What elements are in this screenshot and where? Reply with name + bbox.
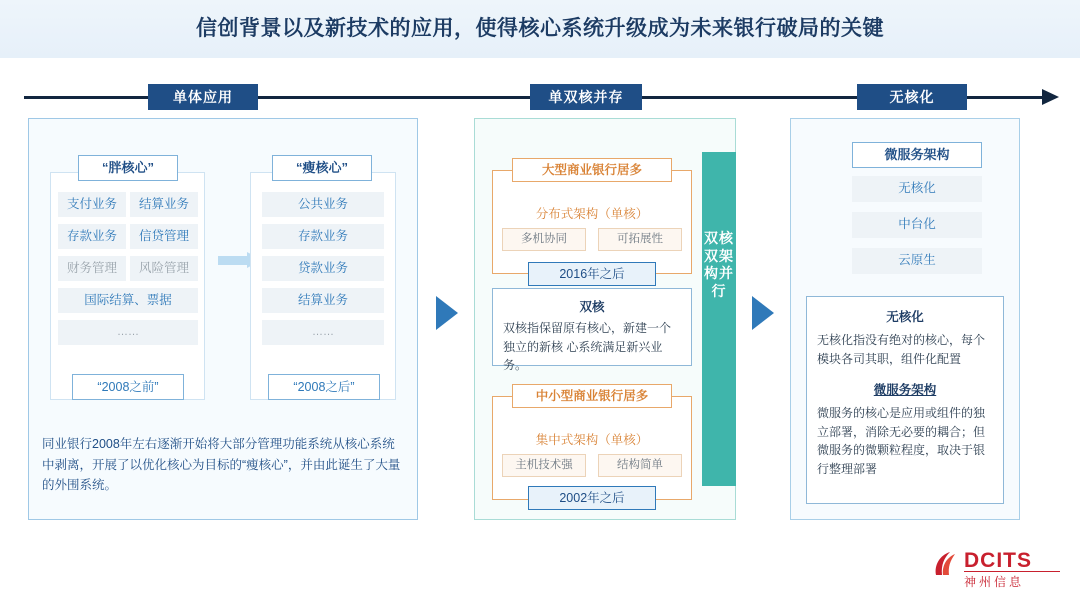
dual-core-sidebar: 双核双架构并行 bbox=[702, 152, 736, 486]
thin-core-head: “瘦核心” bbox=[272, 155, 372, 181]
small-bank-head: 中小型商业银行居多 bbox=[512, 384, 672, 408]
arrow-panel2-to-panel3-icon bbox=[752, 296, 774, 330]
logo-brand: DCITS bbox=[964, 549, 1032, 572]
dcits-mark-icon bbox=[930, 549, 960, 579]
thin-core-foot: “2008之后” bbox=[268, 374, 380, 400]
microservice-title: 微服务架构 bbox=[873, 383, 937, 398]
dual-core-definition-box bbox=[492, 288, 692, 373]
thin-core-item-1: 公共业务 bbox=[262, 192, 384, 217]
dual-core-definition-body: 双核指保留原有核心，新建一个独立的新核 心系统满足新兴业务。 bbox=[503, 321, 672, 373]
fat-core-item-7: 国际结算、票据 bbox=[58, 288, 198, 313]
microservice-head: 微服务架构 bbox=[852, 142, 982, 168]
stage-label-1: 单体应用 bbox=[148, 84, 258, 110]
microservice-chip-1: 无核化 bbox=[852, 176, 982, 202]
large-bank-head: 大型商业银行居多 bbox=[512, 158, 672, 182]
fat-core-head: “胖核心” bbox=[78, 155, 178, 181]
microservice-chip-2: 中台化 bbox=[852, 212, 982, 238]
panel1-note: 同业银行2008年左右逐渐开始将大部分管理功能系统从核心系统中剥离，开展了以优化核心为目标的“瘦核心”，并由此诞生了大量的外围系统。 bbox=[42, 437, 401, 493]
thin-core-item-2: 存款业务 bbox=[262, 224, 384, 249]
timeline-arrow-icon bbox=[1042, 89, 1059, 105]
small-bank-foot: 2002年之后 bbox=[528, 486, 656, 510]
fat-core-item-2: 结算业务 bbox=[130, 192, 198, 217]
small-bank-chip-1: 主机技术强 bbox=[502, 454, 586, 477]
large-bank-chip-1: 多机协同 bbox=[502, 228, 586, 251]
fat-core-item-6: 风险管理 bbox=[130, 256, 198, 281]
fat-core-item-4: 信贷管理 bbox=[130, 224, 198, 249]
small-bank-chip-2: 结构简单 bbox=[598, 454, 682, 477]
large-bank-foot: 2016年之后 bbox=[528, 262, 656, 286]
logo-brand-cn: 神州信息 bbox=[964, 575, 1025, 589]
fat-core-item-3: 存款业务 bbox=[58, 224, 126, 249]
fat-core-foot: “2008之前” bbox=[72, 374, 184, 400]
microservice-body: 微服务的核心是应用或组件的独立部署，消除无必要的耦合；但微服务的微颗粒程度，取决于银行整理部署 bbox=[817, 406, 986, 476]
coreless-detail-box bbox=[806, 296, 1004, 504]
small-bank-box bbox=[492, 396, 692, 500]
company-logo bbox=[930, 547, 1062, 593]
coreless-body: 无核化指没有绝对的核心，每个模块各司其职，组件化配置 bbox=[817, 333, 986, 366]
stage-label-3: 无核化 bbox=[857, 84, 967, 110]
large-bank-box bbox=[492, 170, 692, 274]
large-bank-subtitle: 分布式架构（单核） bbox=[535, 207, 649, 221]
microservice-chip-3: 云原生 bbox=[852, 248, 982, 274]
large-bank-chip-2: 可拓展性 bbox=[598, 228, 682, 251]
fat-core-item-1: 支付业务 bbox=[58, 192, 126, 217]
arrow-panel1-to-panel2-icon bbox=[436, 296, 458, 330]
page-title: 信创背景以及新技术的应用，使得核心系统升级成为未来银行破局的关键 bbox=[196, 17, 884, 40]
stage-label-2: 单双核并存 bbox=[530, 84, 642, 110]
dual-core-definition-title: 双核 bbox=[579, 300, 605, 314]
fat-core-item-5: 财务管理 bbox=[58, 256, 126, 281]
thin-core-item-5: …… bbox=[262, 320, 384, 345]
thin-core-item-3: 贷款业务 bbox=[262, 256, 384, 281]
small-bank-subtitle: 集中式架构（单核） bbox=[535, 433, 649, 447]
coreless-title: 无核化 bbox=[886, 310, 924, 324]
thin-core-item-4: 结算业务 bbox=[262, 288, 384, 313]
fat-core-item-8: …… bbox=[58, 320, 198, 345]
